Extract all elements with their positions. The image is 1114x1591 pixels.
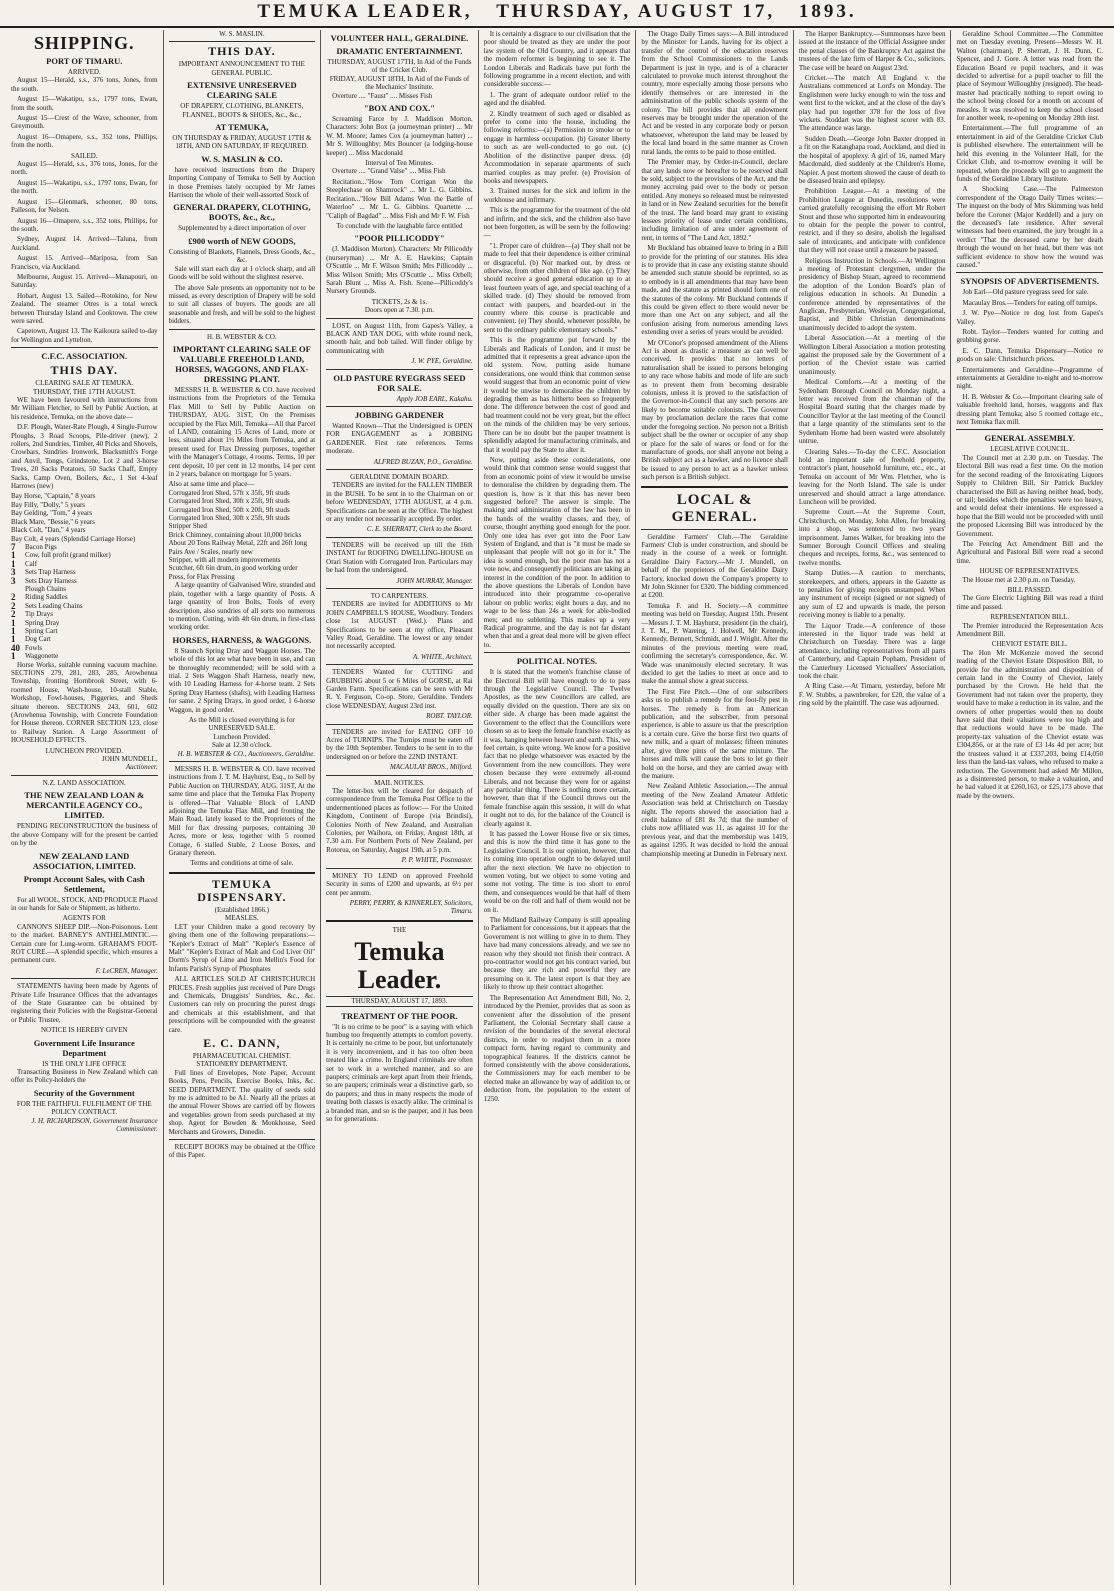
notice-heading: NOTICE IS HEREBY GIVEN [40,1026,128,1035]
statements-body: STATEMENTS having been made by Agents of Private Life Insurance Offices that the advantages of the State Guarantee can be obtained by registering their Policies with the Registrar-General or Public Trustee, [11,982,158,1024]
local-item: Prohibition League.—At a meeting of the Prohibition League at Dunedin, resolutions were carried gratefully recognising the effort Mr Robert Stout and those who supported him in endeavouring to obtain for the people the power to control, restrict, and if they so desire, abolish the legalised sale of intoxicants, and anticipate with confidence that they will not cease until a measure be passed. [798,187,946,255]
only-heading: IS THE ONLY LIFE OFFICE [42,1059,127,1068]
leg-body: The Council met at 2.30 p.m. on Tuesday. The Electoral Bill was read a first time. On the motion for the second reading of the Intoxicating Liquors Supply to Children Bill, Sir Patrick Buckley characterised the Bill as having neither head, body, or tail; besides which the penalties were too heavy, and would defeat their intentions. He expressed a hope that the Bill would not be proceeded with until the proposed Licensing Bill was introduced by the Government. [956,453,1104,538]
divider [641,486,788,488]
money-sig: PERRY, PERRY, & KINNERLEY, Solicitors, Timaru. [349,898,473,916]
lot-item [11,593,158,601]
maslin-firm: W. S. MASLIN & CO. [201,153,283,164]
nzla-name: NEW ZEALAND LAND ASSOCIATION, LIMITED. [32,850,136,871]
cable: Hobart, August 13. Sailed—Rotokino, for New Zealand. The steamer Otres is a total wreck between Thursday Island and Cooktown. The crew were saved. [11,291,158,325]
turnips-body: TENDERS are invited for EATING OFF 10 Acres of TURNIPS. The Turnips must be eaten off by the 10th September. Tenders to be sent in to the undersigned on or before the 22ND INSTANT. [326,727,473,761]
lot-qty: 40 [11,642,20,653]
synopsis-item: Robt. Taylor—Tenders wanted for cutting and grubbing gorse. [956,328,1104,345]
box-and-cox: "BOX AND COX." [363,103,435,114]
pillicoddy: "POOR PILLICODDY" [354,233,445,244]
horses-heading: HORSES, HARNESS, & WAGGONS. [172,634,312,645]
local-item: Supreme Court.—At the Supreme Court, Christchurch, on Monday, John Allen, for breaking into a shop, was sentenced to two years' imprisonment. James Walker, for breaking into the Sumner Borough Council Offices and stealing cheques and receipts, forms, &c., was sentenced to twelve months. [798,508,946,567]
local-item: Clearing Sales.—To-day the C.F.C. Association hold an important sale of freehold property, contractor's plant, household furniture, etc., etc., at Temuka on account of Mr Wm. Fletcher, who is leaving for the North Island. The sale is under unreserved and should attract a large attendance. Luncheon will be provided. [798,447,946,506]
maslin-header: W. S. MASLIN. [219,30,265,38]
lot-qty: 7 [11,541,16,552]
article-list: 1. The grant of adequate outdoor relief to the aged and the disabled. [483,90,631,108]
article-para: It is certainly a disgrace to our civilisation that the poor should be treated as they are under the poor law system of the Old Country, and it appears that the modern reformer is beginning to see it. The London Liberals and Radicals have put forth the following programme in a recent election, and with considerable success:— [483,30,631,89]
column-4 [479,30,637,1585]
sailing: August 16—Omapere, s.s., 352 tons, Phillips, for the south. [11,216,158,233]
thursday-line: THURSDAY, AUGUST 17TH, In Aid of the Funds of the Cricket Club. [327,58,472,75]
receipt-books: RECEIPT BOOKS may be obtained at the Office of this Paper. [168,1143,316,1160]
dann-name: E. C. DANN, [203,1035,281,1050]
port-heading: PORT OF TIMARU. [46,56,123,66]
carpenters-body: TENDERS are invited for ADDITIONS to Mr JOHN CAMPBELL'S HOUSE, Woodbury. Tenders close 1st AUGUST (Wed.). Plans and Specifications to be seen at my office, Pleasant Valley Road, Geraldine. The lowest or any tender not necessarily accepted. [326,600,473,651]
estab: (Established 1866.) [214,905,270,914]
lot-desc: Cow, full profit (grand milker) [25,551,111,560]
as-mill: As the Mill is closed everything is for UNRESERVED SALE. [188,715,295,733]
gorse-body: TENDERS Wanted for CUTTING and GRUBBING about 5 or 6 Miles of GORSE, at Rai Garden Farm. Specifications can be seen with Mr R. Y. Ferguson, Co-op. Store, Geraldine. Tenders close WEDNESDAY, August 23rd inst. [326,668,473,710]
bill-body: The Gore Electric Lighting Bill was read a third time and passed. [956,594,1104,611]
doors: Doors open at 7.30. p.m. [364,306,435,315]
lost-dog: LOST, on August 11th, from Gapes's Valley, a BLACK AND TAN DOG, with white round neck, smooth hair, and bob tailed. Will finder oblige by communicating with [326,321,473,355]
prompt-body: For all WOOL, STOCK, AND PRODUCE Placed in our hands for Sale or Shipment, as hitherto. [11,895,158,912]
cable: Capetown, August 13. The Kaikoura sailed to-day for Wellington and Lyttelton. [11,327,158,344]
firm-body: have received instructions from the Drapery Importing Company of Temuka to Sell by Auction in those Premises lately occupied by Mr James Harrison the whole of their well-assorted Stock of [168,165,316,200]
article-list: 3. Trained nurses for the sick and infirm in the workhouse and infirmary. [483,187,631,204]
column-7 [951,30,1108,1585]
sailing: August 15—Wakatipu, s.s., 1797 tons, Ewan, for the north. [11,178,158,196]
local-item: The Harper Bankruptcy.—Summonses have been issued at the instance of the Official Assignee under the penal clauses of the Bankruptcy Act against the trustees of the late firm of Harper & Co., solicitors. The case will be heard on August 23rd. [798,30,946,72]
box-cast: Screaming Farce by J. Maddison Morton. Characters: John Box (a journeyman printer) ... Mr W. M. Moore; James Cox (a journeyman hatter) ... Mr S. Willoughby; Mrs Bouncer (a lodging-house keeper) ... Miss Macdonald [326,115,473,157]
rep-body: The Premier introduced the Representation Acts Amendment Bill. [956,621,1104,638]
auctioneer-name: JOHN MUNDELL, [101,755,158,764]
local-item: Entertainment.—The full programme of an entertainment in aid of the Geraldine Cricket Club is published elsewhere. The entertainment will be held this evening in the Volunteer Hall, for the Cricket Club, and to-morrow evening it will be repeated, when the proceeds will go to augment the funds of the Geraldine Library Institute. [956,124,1104,183]
cheviot-heading: CHEVIOT ESTATE BILL. [991,640,1068,649]
synopsis-item: Macaulay Bros.—Tenders for eating off turnips. [962,298,1098,307]
divider [326,920,473,922]
sailed-label: SAILED. [70,151,98,160]
jobbing-body: Wanted Known—That the Undersigned is OPEN FOR ENGAGEMENT as a JOBBING GARDENER. First rate references. Terms moderate. [326,422,473,456]
lost-sig: J. W. PYE, Geraldine. [411,357,473,366]
divider [169,761,316,762]
local-item: Geraldine Farmers' Club.—The Geraldine Farmers' Club is under construction, and should be ready in the course of a week or fortnight. Geraldine Dairy Factory.—Mr J. Mundell, on behalf of the proprietors of the Geraldine Dairy Factory, knocked down the Company's property to Mr John Skinner for £320. The bidding commenced at £200. [641,532,788,600]
also-text: Also at same time and place— [168,480,255,489]
lot-desc: Sets Trap Harness [25,568,76,577]
lot-qty: 1 [11,617,16,628]
divider [326,406,473,407]
sale-time: Sale at 12.30 o'clock. [211,741,272,750]
recitations: Recitation..."How Tom Corrigan Won the Steeplechase on Shamrock" ... Mr L. G. Gibbins. Recitation..."How Bill Adams Won the Battle of Waterloo" ... Mr L. G. Gibbins. Quartette .... "Caliph of Bagdad" ... Miss Fish and Mr F. W. Fish [326,177,473,220]
column-5 [636,30,794,1585]
local-item: A Ring Case.—At Timaru, yesterday, before Mr F. W. Stubbs, a pawnbroker, for £20, the value of a ring sold by the plaintiff. The case was adjourned. [798,682,946,708]
money-body: MONEY TO LEND on approved Freehold Security in sums of £200 and upwards, at 6½ per cent per annum. [326,871,473,897]
agents-body: CANNON'S SHEEP DIP.—Non-Poisonous. Lent to the market. BARNEY'S ANTHELMINTIC.—Certain cure for Lung-worm. GRAHAM'S FOOT-ROT CURE.—A splendid specific, which ensures a permanent cure. [11,922,158,965]
nzla-title: THE NEW ZEALAND LOAN & MERCANTILE AGENCY CO., LIMITED. [24,790,145,821]
house-body: The House met at 2.30 p.m. on Tuesday. [962,575,1076,584]
divider [641,529,788,530]
article-list: 2. Kindly treatment of such aged or disabled as prefer to come into the house, including the following reforms:—(a) Permission to smoke or to engage in harmless occupation. (b) Greater liberty to such as are well-conducted to go out. (c) Abolition of the distinctive pauper dress. (d) Accommodation in separate apartments of such married couples as may prefer. (e) Provision of books and newspapers. [483,109,631,185]
divider [326,775,473,776]
plant-item: Press, for Flax Pressing [168,572,235,581]
local-item: New Zealand Athletic Association.—The annual meeting of the New Zealand Amateur Athletic Association was held at Christchurch on Tuesday night. The reports showed the association had a credit balance of £81 8s 7d; that the number of clubs now affiliated was 11, as against 10 for the previous year, and that the membership was 1419, as against 1295. It was decided to hold the annual championship meeting at Dunedin in February next. [641,782,788,858]
local-item: Medical Comforts.—At a meeting of the Sydenham Borough Council on Monday night, a letter was received from the chairman of the Hospital Board stating that the charges made by Councillor Taylor at the last meeting of the Council that a large quantity of the stimulants sent to the Sydenham Home had been wasted were absolutely untrue. [798,378,946,446]
the-label: THE [392,925,407,934]
mail-body: The letter-box will be cleared for despatch of correspondence from the Temuka Post Office to the undermentioned places as follow:— For the United Kingdom, Continent of Europe (via Brindisi), Colonies North of New Zealand, and Australian Colonies, per Waihora, on Friday, August 18th, at 7.30 a.m. For Northern Ports of New Zealand, per Rotorua, on Saturday, August 19th, at 5 p.m. [326,787,473,854]
new-goods: £900 worth of NEW GOODS, [188,235,296,246]
important-clearing: IMPORTANT CLEARING SALE OF VALUABLE FREEHOLD LAND, HORSES, WAGGONS, AND FLAX-DRESSING PLANT. [172,343,311,384]
plant-item: Pairs Ave / Scales, nearly new [168,547,253,556]
rye-apply: Apply JOB EARL, Kakahu. [396,394,473,403]
security-heading: Security of the Government [33,1087,135,1098]
horse-item: Bay Filly, "Dolly," 5 years [11,500,86,509]
local-item: Temuka F. and H. Society.—A committee meeting was held on Tuesday, August 15th. Present—Messrs J. T. M. Hayhurst, president (in the chair), J. T. M., P. Wareing, J. Holwell, Mr Kennedy, Kennedy, Bennett, Schmidt, and J. Wright. After the minutes of the previous meeting were read, confirming the secretary's correspondence, &c. W. Wade was unanimously elected secretary. It was decided to get the ladies to meet at once and to make the annual show a great success. [641,601,788,686]
lot-qty: 2 [11,592,16,603]
lot-item [11,602,158,610]
lot-qty: 1 [11,550,16,561]
lot-qty: 1 [11,558,16,569]
govt-heading: Government Life Insurance Department [33,1037,135,1058]
local-item: Liberal Association.—At a meeting of the Wellington Liberal Association a motion protesting against the proposed sale by the Government of a portion of the Cheviot estate was carried unanimously. [798,334,946,376]
lot-qty: 3 [11,575,16,586]
lot-qty: 1 [11,651,16,662]
domain-sig: C. E. SHERRATT, Clerk to the Board. [366,525,473,534]
political-heading: POLITICAL NOTES. [516,656,598,667]
arrival: August 15—Wakatipu, s.s., 1797 tons, Ewan, from the south. [11,95,158,112]
lot-desc: Waggonette [25,652,59,661]
sections-text: Horse Works, suitable running vacuum machine. SECTIONS 279, 281, 283, 285, Arowhenua Township, fronting Hornbrook Street, with 6-roomed House, Wash-house, 10-stall Stable, Workshop, Fowl-houses, Piggeries, and Sheds situate thereon. SECTIONS 243, 601, 602 (Arowhenua Township, with Concrete Foundation for House thereon. CORNER SECTION 123, close to Railway Station. A Large Assortment of HOUSEHOLD EFFECTS. [11,660,158,745]
interval: Interval of Ten Minutes. [365,159,434,168]
columns [6,30,1108,1585]
nzla-body: PENDING RECONSTRUCTION the business of the above Company will for the present be carried on by the [11,822,158,848]
lot-desc: Riding Saddles [25,593,68,602]
political-body: It is stated that the women's franchise clause of the Electoral Bill will have enough to do to pass through the Legislative Council. The Twelve Apostles, as the new Councillors are called, are equally divided on the question. There are six on either side. A charge has been made against the Government to the effect that the Councillors were chosen so as to keep the female franchise exactly as it was, hanging between heaven and earth. This, we feel certain, is quite wrong. We know for a positive fact that no pledge whatsoever was exacted by the Government from the new councillors. They were chosen because they were extremely all-round Liberals, and not because they were for or against any particular thing. There is nothing more certain, however, than that if the Council throws out the female franchise again this session, it will do what it ought not to do, for the balance of the Council is clearly against it. [483,668,631,828]
masthead-left: TEMUKA LEADER, [257,1,473,22]
article-para: The Otago Daily Times says:—A Bill introduced by the Minister for Lands, having for its object a transfer of the control of the education reserves from the School Commissioners to the Lands Department is just in type, and is of a character calculated to provoke much interest throughout the country, more especially among those persons who identify themselves or are interested in the administration of the public schools system of the colony. The bill provides that all endowment reserves may be brought under the operation of the Act and be vested in any corporate body or person whatsoever, whereupon the land may be leased by the local land board in the same manner as Crown rural lands, the rents to be paid to those entitled. [641,30,788,156]
lot-qty: 1 [11,625,16,636]
arrivals-list [11,76,158,149]
tickets: TICKETS, 2s & 1s. [371,297,428,306]
carpenters-sig: A. WHITE, Architect. [413,652,473,661]
divider [326,369,473,370]
divider [326,664,473,665]
commissioner-signature: J. H. RICHARDSON, Government Insurance Commissioner. [31,1116,158,1134]
auctioneer-title: Auctioneer. [125,763,158,772]
local-item: Sudden Death.—George John Baxter dropped in a fit on the Katanghapa road, Auckland, and died in the hospital of apoplexy. A girl of 16, named Mary Macdonald, died suddenly at the Children's Home, Napier. A post mortem showed the cause of death to be diseased brain and epilepsy. [798,134,946,185]
local-item: Cricket.—The match All England v. the Australians commenced at Lord's on Monday. The Englishmen were lucky enough to win the toss and went first to the wicket, and at the close of the day's play had put together 378 for the loss of five wickets. Stoddart was the highest scorer with 83. The attendance was large. [798,74,946,133]
column-2 [164,30,322,1585]
horse-item: Black Colt, "Dan," 4 years [11,526,86,535]
this-day-heading: THIS DAY. [208,44,276,59]
overture2: Overture .... "Grand Valse" .... Miss Fish [332,167,446,176]
lot-item [11,652,158,660]
divider [11,978,158,979]
agents-heading: AGENTS FOR [62,914,106,923]
clearing-heading: CLEARING SALE AT TEMUKA. [35,379,134,388]
representation-body: The Representation Act Amendment Bill, No. 2, introduced by the Premier, provides that as soon as convenient after the dissolution of the present Parliament, the Colonial Secretary shall cause a revision of the boundaries of the several electoral districts, in order to readjust them in a more compact form, having regard to community and topographical features. If the districts cannot be formed consistently with the above considerations, the Commissioners may for each member to be elected make an allowance by way of addition to, or deduction from, the population to the extent of 1250. [483,993,631,1103]
conclude: To conclude with the laughable farce entitled [336,221,463,230]
friday-line: FRIDAY, AUGUST 18TH, In Aid of the Funds of the Mechanics' Institute. [329,74,470,92]
horse-item: Bay Gelding, "Tom," 4 years [11,509,93,518]
gorse-sig: ROBT. TAYLOR. [426,712,473,721]
galv-text: A large quantity of Galvanised Wire, stranded and plain, together with a large quantity of Posts. A large quantity of Iron Bolts, Tools of every description, also sundries of all sorts too numerous to mention. Cutting, with 4ft 6in drum, in first-class working order. [168,581,316,632]
at-temuka: AT TEMUKA, [215,122,269,133]
local-item: Geraldine School Committee.—The Committee met on Tuesday evening. Present—Messrs W. H. Walton (chairman), P. Sherratt, J. H. Dunn, C. Spencer, and J. Gore. A letter was read from the Education Board re pupil teachers, and it was decided to advertise for a pupil teacher to fill the place of Seymour Willoughby (resigned). The head-master had practically nothing to report owing to the school being closed for a month on account of measles. It was resolved to keep the school closed for another week, re-opening on Monday 28th inst. [956,30,1104,123]
plant-item: Stripper Shed [168,522,207,531]
lot-item [11,577,158,585]
local-item: The Liquor Trade.—A conference of those interested in the liquor trade was held at Christchurch on Tuesday. There was a large attendance, including representatives from all parts of Canterbury, and Captain Popham, President of the Canterbury Licensed Victuallers' Association, took the chair. [798,621,946,681]
plant-item: Corrugated Iron Shed, 30ft x 25ft, 9ft studs [168,514,290,523]
lot-desc: Spring Dray [25,618,60,627]
rep-bill-heading: REPRESENTATION BILL. [990,613,1070,622]
arrival: August 15—Herald, s.s., 376 tons, Jones, from the south. [11,76,158,93]
synopsis-item: E. C. Dann, Temuka Dispensary—Notice re goods on sale: Christchurch prices. [956,346,1104,364]
webster-header: H. B. WEBSTER & CO. [207,332,277,341]
horses-list [11,492,158,542]
only-body: Transacting Business in New Zealand which can offer its Policy-holders the [11,1068,158,1085]
plant-item: Stripper, with all modern improvements [168,556,281,565]
pilli-cast: (J. Maddison Morton). Characters: Mr Pillicoddy (nurseryman) ... Mr A. E. Hawkins; Captain O'Scuttle ... Mr F. Wilson Smith; Mrs Pillicoddy ... Miss Wilson Smith; Mrs O'Scuttle ... Miss Orbell; Sarah Blunt ... Miss A. Fish. Scene—Pillicoddy's Nursery Grounds. [326,245,473,296]
supp-text: Supplemented by a direct importation of over [178,224,306,233]
synopsis-heading: SYNOPSIS OF ADVERTISEMENTS. [960,276,1099,287]
lot-qty: 2 [11,609,16,620]
measles-body: LET your Children make a good recovery by giving them one of the following preparations:— "Kepler's Extract of Malt" "Kepler's Essence of Malt" "Kepler's Extract of Malt and Cod Liver Oil" Dorm's Syrup of Lime and Iron Mellin's Food for Infants Parish's Syrup of Phosphates [168,922,316,973]
divider [169,329,316,330]
synopsis-item: Job Earl—Old pasture ryegrass seed for sale. [962,288,1089,297]
article-para: Now, putting aside these considerations, one would think that common sense would suggest that from an economic point of view it would be unwise to demoralise the children by degrading them. The question is, how is it that this has never been suggested before? The answer is simple. The making and administration of the law has been in the hands of the wealthy classes, and they, of course, thought anything good enough for the poor. Only one idea has ever got into the Poor Law System of England, and that is "it must be made so unpleasant that people will not go in for it." The idea is sound enough, but the poor man has not a vote now, and consequently politicians are taking an interest in the condition of the poor. In addition to the above questions the Liberals of London have introduced into their programme co-operative labour on public works; eight hours a day, and no wage to be less than 24s a week for able-bodied men; and no subletting. This makes up a very Radical programme, and the day is not far distant when that and a great deal more will be given effect to. [483,455,631,649]
divider [169,872,316,874]
agent-signature: F. LeCREN, Manager. [95,966,158,975]
divider [484,652,631,653]
overture: Overture .... "Faust" .... Misses Fish [332,91,433,100]
lot-qty: 1 [11,634,16,645]
horse-item: Bay Horse, "Captain," 8 years [11,492,96,501]
plant-item: Corrugated Iron Shed, 30ft x 25ft, 9ft studs [168,497,290,506]
unique-text: The above Sale presents an opportunity not to be missed, as every description of Drapery will be sold to suit all classes of buyers. The goods are all seasonable and fresh, and will be sold to the highest bidders. [168,283,316,326]
lot-desc: Tip Drays [25,610,53,619]
local-item: The First Fire Pitch.—One of our subscribers asks us to publish a remedy for the foot-fly pest in horses. The remedy is from an American publication, and the subscriber, from personal experience, is able to assure us that the prescription is a certain cure. Give the horse first two quarts of new milk, and a quart of molasses; fifteen minutes after, give three pints of the same mixture. The horses and milk will cause the bots to let go their hold on the horse, and they are carried away with the manure. [641,687,788,780]
domain-heading: GERALDINE DOMAIN BOARD. [350,473,449,482]
article-para: Mr O'Conor's proposed amendment of the Aliens Act is about as drastic a measure as can well be conceived. It provides that no letters of naturalisation shall be issued to persons belonging to any race whose habits and mode of life are such as to prevent them from becoming desirable colonists, unless it is proved to the satisfaction of the Governor-in-Council that any such persons are likely to become suitable colonists. The Governor may by proclamation declare the races that come under the foregoing section. No person not a British subject shall be the owner or occupier of any shop or place for the sale of wares or food or for the manufacture of goods, nor shall anyone not being a British subject act as a hawker, and no licence shall be issued to any person to act as a hawker unless such person is a British subject. [641,338,788,482]
lots-list [11,543,158,661]
ryegrass: OLD PASTURE RYEGRASS SEED FOR SALE. [333,372,466,393]
mail-sig: P. P. WHITE, Postmaster. [401,856,473,865]
dispensary-heading: TEMUKA DISPENSARY. [197,876,287,904]
of-goods: OF DRAPERY, CLOTHING, BLANKETS, FLANNEL, BOOTS & SHOES, &c., &c., [180,102,304,119]
faithful-heading: FOR THE FAITHFUL FULFILMENT OF THE POLICY CONTRACT. [16,1099,152,1117]
house-heading: HOUSE OF REPRESENTATIVES. [979,567,1080,576]
lot-item [11,551,158,559]
political-body: It has passed the Lower House five or six times, and this is now the third time it has gone to the Legislative Council. It is our opinion, however, that its coming into operation ought to be delayed until after the next election. We have no objection to women voting, but we object to some voting and some not voting. The time is too short to enrol them, and consequences would be that half of them would be on the roll and half of them would not be on it. [483,829,631,914]
lunch-text: Luncheon Provided. [213,732,271,741]
lot-item [11,610,158,618]
cable: Sydney, August 14. Arrived—Taluna, from Auckland. [11,235,158,252]
roofing-sig: JOHN MURRAY, Manager. [396,576,473,585]
bill-passed-heading: BILL PASSED. [1007,585,1052,594]
lot-desc: Bacon Pigs [25,542,57,551]
cfc-heading: C.F.C. ASSOCIATION. [41,351,128,362]
stock-heading: GENERAL DRAPERY, CLOTHING, BOOTS, &c., &c., [173,202,311,223]
divider [326,724,473,725]
hall-heading: VOLUNTEER HALL, GERALDINE. [330,33,469,43]
local-item: Religious Instruction in Schools.—At Wellington a meeting of Protestant clergymen, under the presidency of Bishop Stuart, agreed to recommend the adoption of the London Board's plan of religious education in schools. At Dunedin a conference attended by representatives of the Anglican, Presbyterian, Wesleyan, Congregational, Baptist, and Bible Christian denominations unanimously decided to adopt the system. [798,256,946,332]
lot-item [11,627,158,635]
lot-item [11,568,158,576]
divider [169,41,316,42]
lot-desc: Spring Cart [25,626,58,635]
extensive-heading: EXTENSIVE UNRESERVED CLEARING SALE [187,80,297,101]
cfc-items: D.F. Plough, Water-Rate Plough, 4 Single-Furrow Ploughs, 3 Road Scoops, Pile-driver (new), 2 rollers, 2nd Sundries, Timber, 40 Picks and Shovels, Crowbars, Sundries Ironwork, Blacksmith's Forge and Anvil, Tongs, Grindstone, Lot 2 and 3-horse Trees, 20 Sacks Potatoes, 50 Sacks Chaff, Empty Sacks, Camp Oven, Boilers, &c., 1 Set 4-leaf Harrows (new) [11,423,158,491]
consisting: Consisting of Blankets, Flannels, Dress Goods, &c., &c. [168,247,315,265]
local-item: A Shocking Case.—The Palmerston correspondent of the Otago Daily Times writes:—The inquest on the body of Mrs Skimming was held before the Coroner (Major Keddell) and a jury on the deceased's late residence. After several witnesses had been examined, the jury brought in a verdict "That the deceased came by her death through the wound on her head, but there was not sufficient evidence to show how the wound was caused." [956,185,1104,269]
arrival: August 15—Crest of the Wave, schooner, from Greymouth. [11,114,158,131]
leg-council-heading: LEGISLATIVE COUNCIL. [990,445,1070,454]
fresh-body: ALL ARTICLES SOLD AT CHRISTCHURCH PRICES. Fresh supplies just received of Pure Drugs and Chemicals, Druggists' Sundries, &c., &c. Customers can rely on procuring the purest drugs and chemicals at this establishment, and that prescriptions will be compounded with the greatest care. [168,975,316,1034]
cfc-body: WE have been favoured with instructions from Mr William Fletcher, to Sell by Public Auction, at his residence, Temuka, on the above date— [11,396,158,421]
turnips-sig: MACAULAY BROS., Milford. [389,763,473,772]
webster-body: MESSRS H. B. WEBSTER & CO. have received instructions from the Proprietors of the Temuka Flax Mill to Sell by Public Auction on THURSDAY, AUG. 31ST, On the Premises occupied by the Flax Mill, Temuka—All that Parcel of LAND, containing 15 Acres of Land, more or less, situated about 1½ Miles from Temuka, and at present used for Flax Dressing purposes, together with the Manager's Cottage, 4 rooms. Terms, 10 per cent deposit, 10 per cent in 12 months, 14 per cent in 2 years, balance on mortgage for 5 years. [168,385,316,478]
stationery-heading: STATIONERY DEPARTMENT. [196,1060,288,1069]
lot-desc: Sets Dray Harness [25,576,77,585]
divider [11,347,158,348]
dramatic-heading: DRAMATIC ENTERTAINMENT. [336,46,463,56]
divider [326,868,473,869]
webster2-body: MESSRS H. B. WEBSTER & CO. have received instructions from J. T. M. Hayhurst, Esq., to Sell by Public Auction on THURSDAY, AUG. 31ST, At the same time and place that the Temuka Flax Property is offered—That Valuable Block of LAND adjoining the Temuka Flax Mill, and fronting the Main Road, lately leased to the Proprietors of the Mill for flax dressing purposes, containing 30 Acres, more or less, together with 5 roomed Cottage, 6 stalled Stable, 2 Loose Boxes, and Granary thereon. [168,765,316,858]
domain-body: TENDERS are invited for the FALLEN TIMBER in the BUSH. To be sent in to the Chairman on or before WEDNESDAY, 17TH AUGUST, at 4 p.m. Specifications can be seen at the Office. The highest or any tender not necessarily accepted. By order. [326,481,473,524]
luncheon-label: LUNCHEON PROVIDED. [45,746,123,755]
masthead-date: THURSDAY, AUGUST 17, [496,1,776,22]
article-para: The Premier may, by Order-in-Council, declare that any lands now or hereafter to be reserved shall be sold, subject to the provisions of the Act, and the money accruing paid over to the body or person entitled. Any moneys so released must be reinvested in land or in New Zealand securities for the benefit of the trust. The land board may grant to existing lessees priority of lease under certain conditions, including limitation of area under agreement of rent, in terms of "The Land Act, 1892." [641,158,788,242]
divider [326,588,473,589]
sale-date: THURSDAY, THE 17TH AUGUST. [32,387,136,396]
article-para: Mr Buckland has obtained leave to bring in a Bill to provide for the printing of our statutes. His idea is to provide that in case any existing statute should be amended such statute should be reprinted, so as to embody in it all amendments that may have been made, and the statute as printed should form one of the statutes of the colony. Mr Buckland contends if this could be given effect to there would never be more than one Act on any subject, and all the confusion arising from numerous amending laws extending over a series of years would be avoided. [641,244,788,337]
divider [11,775,158,776]
lot-desc: Plough Chains [25,584,67,593]
cable: August 15. Arrived—Mariposa, from San Francisco, via Auckland. [11,254,158,271]
this-day-heading: THIS DAY. [50,363,119,378]
divider [956,429,1103,430]
horses-text: 8 Staunch Spring Dray and Waggon Horses. The whole of this lot are what have been in use, and can be thoroughly recommended; will be sold with a trial. 2 Sets Waggon Shaft Harness, nearly new, with 10 Leading Harness for 4-horse team. 2 Sets Spring Dray Harness (shafts), with Leading Harness for same. 2 Spring Drays, in good order, 1 6-horse Waggon, in good order. [168,646,316,714]
sailing: August 15—Herald, s.s., 376 tons, Jones, for the north. [11,160,158,177]
measles-heading: MEASLES. [225,914,259,923]
column-6 [794,30,952,1585]
webster-sig: H. B. WEBSTER & CO., Auctioneers, Geraldine. [177,749,316,758]
article-para: This is the programme for the treatment of the old and infirm, and the sick, and the children also have not been forgotten, as will be seen by the following:— [483,206,631,240]
plant-item: Corrugated Iron Shed, 57ft x 35ft, 9ft studs [168,488,290,497]
horse-item: Black Mare, "Bessie," 6 years [11,517,95,526]
lot-item [11,644,158,652]
on-dates: ON THURSDAY & FRIDAY, AUGUST 17TH & 18TH, AND ON SATURDAY, IF REQUIRED. [172,134,312,151]
general-assembly-heading: GENERAL ASSEMBLY. [984,433,1076,444]
fencing-body: The Fencing Act Amendment Bill and the Agricultural and Pastoral Bill were read a second time. [956,539,1104,565]
plant-item: Brick Chimney, containing about 10,000 bricks [168,530,302,539]
divider [326,469,473,470]
lot-qty: 2 [11,600,16,611]
local-item: Stamp Duties.—A caution to merchants, storekeepers, and others, appears in the Gazette as to penalties for giving receipts unstamped. When any instrument of receipt (signed or not signed) of any sum of £2 and upwards is made, the person receiving money is liable to a penalty. [798,569,946,620]
masthead-year: 1893. [798,1,857,22]
roofing-body: TENDERS will be received up till the 16th INSTANT for ROOFING DWELLING-HOUSE on Orari Station with Corrugated Iron. Particulars may be had from the undersigned. [326,540,473,575]
divider [326,318,473,319]
prompt-heading: Prompt Account Sales, with Cash Settlement, [23,873,145,894]
terms2: Terms and conditions at time of sale. [190,859,294,868]
stationery-body: Full lines of Envelopes, Note Paper, Account Books, Pens, Pencils, Exercise Books, Inks, &c. SEED DEPARTMENT. The quality of seeds sold by me is admitted to be A1. Nearly all the prizes at the annual Flower Shows are carried off by flowers and vegetables grown from seeds purchased at my shop. Agent for Bowden & Monkhouse, Seed Merchants and Growers, Dunedin. [168,1068,316,1136]
synopsis-item: H. B. Webster & Co.—Important clearing sale of valuable freehold land, horses, waggons and flax dressing plant Temuka; also 5 roomed cottage etc., next Temuka flax mill. [956,392,1104,427]
pharm-title: PHARMACEUTICAL CHEMIST. [192,1051,291,1060]
carpenters-heading: TO CARPENTERS. [370,591,429,600]
lot-item [11,560,158,568]
divider [956,272,1103,273]
plant-item: About 20 Tons Railway Metal, 22ft and 26ft long [168,539,307,548]
shipping-heading: SHIPPING. [34,33,135,53]
treatment-body: "It is no crime to be poor" is a saying with which humbug too frequently attempts to comfort poverty. It is certainly no crime to be poor, but unfortunately it is very inconvenient, and it has too often been treated like a crime. In England criminals are often set to work in a wretched manner, and so are paupers; criminals are kept apart from their friends, so are paupers; criminals wear a distinctive garb, so do paupers; and thus in many respects the mode of treating both classes is exactly alike. The criminal is a branded man, and so is the pauper, and it has been so for generations. [326,1022,473,1123]
lot-item [11,635,158,643]
cable: Melbourne, August 15. Arrived—Manapouri, on Saturday. [11,272,158,290]
plant-item: Corrugated Iron Shed, 50ft x 20ft, 9ft studs [168,505,290,514]
cheviot-body: The Hon Mr McKenzie moved the second reading of the Cheviot Estate Disposition Bill, to provide for the administration and disposition of certain land in the County of Cheviot, lately purchased by the Crown. He held that the Government had not taken over the property, they would have to make a reduction in its value, and the owners of other properties would then no doubt have said that their valuations were too high and that reductions would have to be made. The property-tax valuation of the Cheviot estate was £304,856, or at the rate of £3 14s 4d per acre; but the trustees valued it at £337,203, being £14,050 less than the land-tax values, who refused to make a reduction. The Government had asked Mr Millon, as a disinterested person, to make a valuation, and he had valued it at £260,163, or £25,173 above that made by the owners. [956,648,1104,800]
jobbing-sig: ALFRED BUZAN, P.O., Geraldine. [373,457,473,466]
important-heading: IMPORTANT ANNOUNCEMENT TO THE GENERAL PUBLIC. [178,60,305,77]
synopsis-item: J. W. Pye—Notice re dog lost from Gapes's Valley. [956,309,1104,326]
arrived-label: ARRIVED. [67,68,101,76]
paper-date: THURSDAY, AUGUST 17, 1893. [326,996,473,1006]
treatment-heading: TREATMENT OF THE POOR. [341,1010,458,1021]
divider [169,1139,316,1140]
lot-desc: Fowls [25,643,43,652]
lot-qty: 3 [11,567,16,578]
column-3 [321,30,479,1585]
horse-item: Bay Colt, 4 years (Splendid Carriage Horse) [11,534,136,543]
lot-item [11,619,158,627]
divider [326,537,473,538]
lot-item [11,543,158,551]
lot-desc: Sets Leading Chains [25,601,83,610]
sailing: August 15—Glenmark, schooner, 80 tons, Palleson, for Nelson. [11,197,158,215]
terms-text: Sale will start each day at 1 o'clock sharp, and all Goods will be sold without the slightest reserve. [168,264,316,282]
local-general-heading: LOCAL & GENERAL. [671,491,758,525]
lot-desc: Calf [25,559,38,568]
plant-item: Scutcher, 6ft 6in drum, in good working order [168,564,298,573]
nzla-label: N.Z. LAND ASSOCIATION. [42,778,126,787]
column-1 [6,30,164,1585]
masthead [0,0,1114,28]
paper-title: Temuka Leader. [354,937,445,995]
lot-desc: Dog Cart [25,635,51,644]
jobbing-heading: JOBBING GARDENER [354,410,444,420]
plant-items [169,489,316,581]
lot-item [11,585,158,593]
article-para: This is the programme put forward by the Liberals and Radicals of London, and it must be admitted that it represents a great advance upon the old system. Now, putting aside humane considerations, one would think that common sense would suggest that from an economic point of view it would be unwise to demoralise the children by degrading them as has hitherto been so frequently done. The difference between the cost of good and bad treatment could not be very great, but the effect on the minds of the children may be very serious. There can be no doubt but the pauper treatment is splendidly adapted for manufacturing criminals, and that it would pay the State to alter it. [483,336,631,454]
midland-body: The Midland Railway Company is still appealing to Parliament for concessions, but it appears that the Government is not willing to give in to them. They have had many concessions already, and we see no reason why they should not finish their contract. A pro-contractor would not get his contract varied, but because they are rich and powerful they are presuming on it. The latest report is that they are likely to throw up their contract altogether. [483,916,631,992]
synopsis-item: Entertainments and Geraldine—Programme of entertainments at Geraldine to-night and to-morrow night. [956,365,1104,391]
mail-heading: MAIL NOTICES. [374,778,425,787]
article-list: "1. Proper care of children—(a) They shall not be made to feel that their dependence is either criminal or disgraceful. (b) Nor marked out, by dress or otherwise, from other children of like age. (c) They should receive a good general education up to at least fourteen years of age, and special teaching of a skilled trade. (d) They should be removed from contact with paupers, and boarded-out in the country where this course is practicable and convenient. (e) They should, whenever possible, be sent to the ordinary public elementary schools." [483,241,631,334]
arrival: August 16—Omapere, s.s., 352 tons, Phillips, from the north. [11,132,158,150]
